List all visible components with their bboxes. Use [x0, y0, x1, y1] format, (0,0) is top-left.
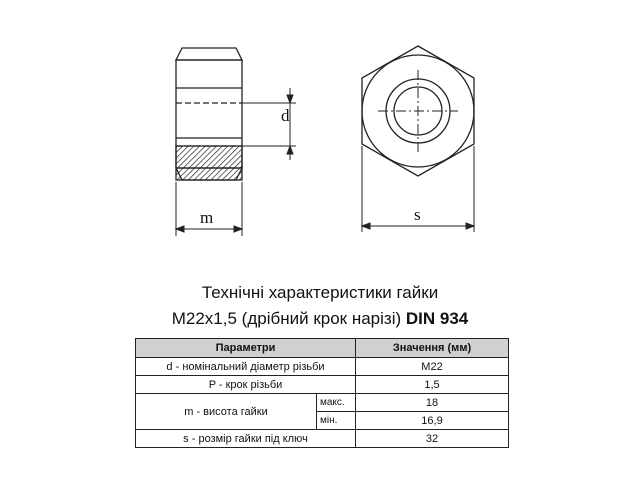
value-cell: 16,9: [356, 412, 509, 430]
value-cell: 18: [356, 394, 509, 412]
table-header-row: [136, 339, 509, 358]
spec-title-size: M22x1,5 (дрібний крок нарізі): [171, 309, 402, 328]
table-row: [136, 394, 509, 412]
value-cell: 1,5: [356, 376, 509, 394]
table-row: [136, 358, 509, 376]
nut-side-view: [176, 48, 242, 180]
param-cell: P - крок різьби: [136, 376, 356, 394]
value-cell: M22: [356, 358, 509, 376]
table-row: [136, 430, 509, 448]
nut-front-view: [362, 46, 474, 176]
dimension-label-s: s: [414, 205, 421, 224]
dimension-label-d: d: [281, 106, 290, 125]
spec-title-standard: DIN 934: [405, 309, 469, 328]
param-cell: m - висота гайки: [136, 394, 317, 430]
spec-title-line-2: [0, 309, 640, 329]
dimension-label-m: m: [200, 208, 214, 227]
table-row: [136, 376, 509, 394]
sub-label-cell: макс.: [317, 394, 356, 412]
param-cell: d - номінальний діаметр різьби: [136, 358, 356, 376]
spec-title-line-1: Технічні характеристики гайки: [201, 283, 439, 302]
header-values: Значення (мм): [356, 339, 509, 358]
param-cell: s - розмір гайки під ключ: [136, 430, 356, 448]
sub-label-cell: мін.: [317, 412, 356, 430]
spec-table: [135, 338, 509, 448]
header-params: Параметри: [136, 339, 356, 358]
value-cell: 32: [356, 430, 509, 448]
